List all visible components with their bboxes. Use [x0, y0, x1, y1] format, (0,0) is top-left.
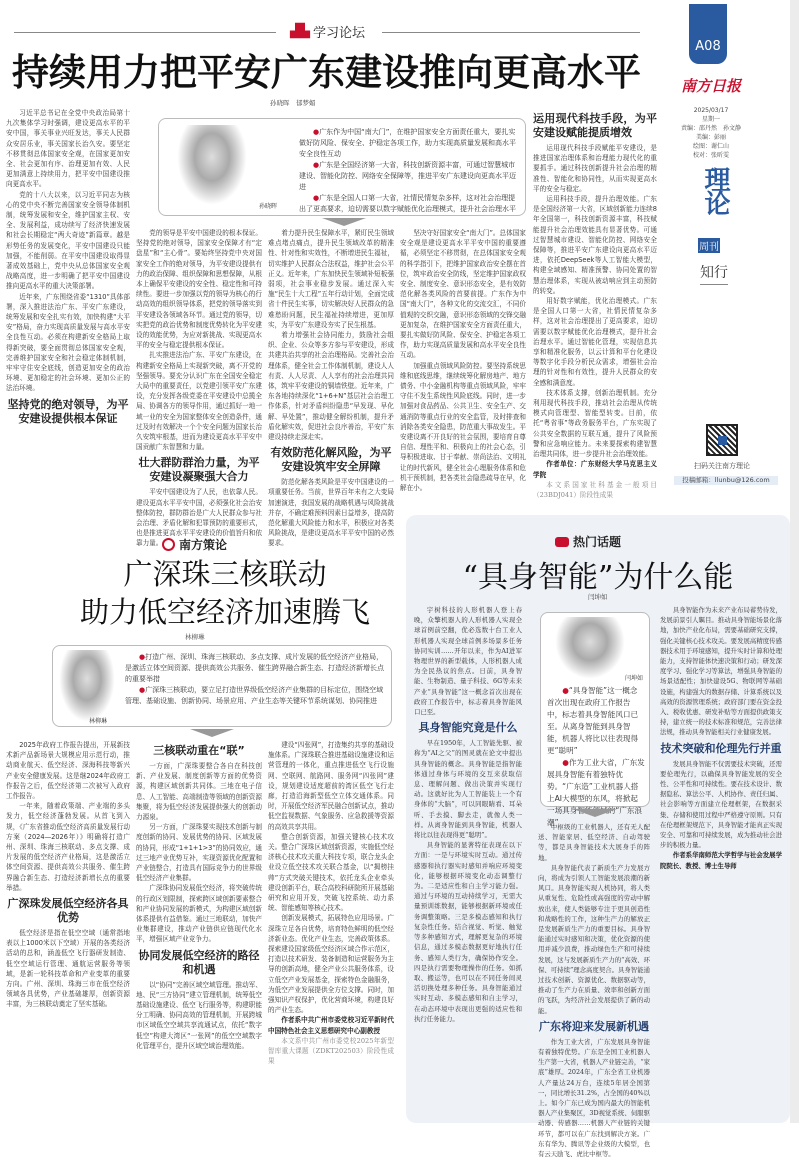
article1-col4 [400, 228, 526, 525]
section-label [290, 22, 365, 41]
paragraph: 技术体系支撑，创新治理机制。充分利用现代科技手段，推动社会治理从传统模式向管理型、智能型转变。目前，依托“粤省事”等政务服务平台，广东实现了公共安全数据的互联互通，提升了风险预警和应急响应能力。未来要探索构建智慧治理共同体，进一步提升社会治理效能。 [533, 388, 657, 459]
article1-col1 [6, 108, 130, 525]
author-portrait [177, 125, 247, 205]
paragraph: 具身智能作为未来产业布局蓄势待发，发展前景引人瞩目。推动具身智能场景化落地，加快产业化布局，需要基础研究支撑，强化关键核心技术攻关。要发展高精度传感器技术用于环境感知，提升实时计算和处理能力，支持智能体快速决策和行动；研发深度学习、强化学习等算法，增强具身智能的场景适配性；加快建设5G、物联网等基础设施，构建强大的数据存储、计算系统以及高效的资源管理系统；政府部门要在资金投入、税收优惠、研发补贴等方面提供政策支持，建立统一的技术标准和规范，完善法律法规，推动具身智能相关行业健康发展。 [660, 606, 782, 737]
paragraph: 广深珠协同发展低空经济，将突破传统的行政区划限制，探索跨区域创新要素整合和产业协同发展的新模式，为构建区域创新体系提供有益借鉴。通过三地联动，加快产业集群建设，推动产业链供应链现代化水平，增强区域产业竞争力。 [136, 884, 262, 944]
paragraph: 党的领导是平安中国建设的根本保证。坚持党的绝对领导，国家安全保障才有“定盘星”和“主心骨”。要始终坚持党中央对国家安全工作的绝对领导，为平安建设提供有力的政治保障、组织保障和思想保障，从根本上确保平安建设的安全性、稳定性和可持续性。要进一步加强以党的领导为核心的行动高效的组织领导体系，把党的领导落实到平安建设各领域各环节。通过党的领导，切实把党的政治优势和制度优势转化为平安建设的效能优势，为应对新挑战、实现更高水平的安全与稳定提供根本保证。 [136, 229, 262, 350]
subheading: 壮大群防群治力量，为平安建设凝聚强大合力 [138, 456, 260, 484]
article2-byline: 林柳琳 [185, 633, 205, 641]
page-number: A08 [695, 39, 721, 54]
down-arrow-icon [573, 809, 617, 817]
subheading: 有效防范化解风险，为平安建设筑牢安全屏障 [270, 446, 392, 474]
section-logo-icon [162, 538, 175, 551]
paragraph: 具身智能的显著特征表现在以下方面：一是与环境实时互动。通过传感器和执行器实时感知并响应环境变化，能够根据环境变化动态调整行为。二是适应性和自主学习能力强。通过与环境的互动持续学习，无需大量预训练数据，能够根据新环境或任务调整策略。三是多模态感知和执行复杂性任务。结合视觉、听觉、触觉等多种感知方式，理解更复杂的环境信息，通过多模态数据更好地执行任务、感知人类行为，确保协作安全。四是执行需要物理操作的任务。如抓取、搬运等，也可以在不同任务间灵活切换处理多种任务。具身智能通过实时互动、多模态感知和自主学习，在动态环境中表现出更强的适应性和执行任务能力。 [414, 841, 522, 1023]
article1-summary-box [158, 118, 526, 216]
paragraph: 运用现代科技手段赋能平安建设，是推进国家治理体系和治理能力现代化的重要抓手。通过科技创新提升社会治理的精准性、智能化和协同性，从而实现更高水平的安全与稳定。 [533, 144, 657, 193]
paragraph: 整合创新资源，加强关键核心技术攻关。整合广深珠区域创新资源，实施低空经济核心技术攻关重大科技专项，联合龙头企业设立低空技术攻关联合基金，以“揭榜挂帅”方式突破关键技术，依托龙头企业牵头建设创新平台，联合高校科研院所开展基础研究和应用开发，突破飞控系统、动力系统、智能感知等核心技术。 [268, 832, 394, 913]
author-portrait [555, 617, 625, 679]
article2-col3 [268, 740, 394, 1123]
summary-point: ●打造广州、深圳、珠海三核联动、多点支撑、成片发展的低空经济产业格局，是激活立体空间资源、提供高效公共服务、催生跨界融合新生态、打造经济新增长点的重要举措 [125, 653, 384, 683]
paragraph: 另一方面，广深珠要实现技术创新与制度创新的协同、发展优势的协同、区域发展的协同，形成“1+1+1>3”的协同效应，通过三地产业优势互补，实现资源优化配置和产业链整合，打造具有国际竞争力的世界级低空经济产业集群。 [136, 823, 262, 883]
section-name: 南方策论 [179, 538, 228, 552]
article2-title-line2: 助力低空经济加速腾飞 [79, 595, 370, 629]
weekly-name: 知行 [700, 262, 728, 285]
newspaper-logo: 南方日报 [680, 77, 741, 95]
funding-note: 本文系中共广州市委党校2025年新型智库重大课题（ZDKT202503）阶段性成果 [268, 1036, 394, 1066]
paragraph: 扎实推进法治广东、平安广东建设，在构建新安全格局上实现新突破，离不开党的坚强领导。要充分认识广东在全国安全稳定大局中的重要责任，以党建引领平安广东建设，充分发挥各级党委在平安建设中总揽全局、协调各方的领导作用，通过抓好一地一域一业的安全为国家整体安全创造条件，通过及时有效解决一个个安全问题为国家长治久安筑牢根基，进而为建设更高水平平安中国贡献广东智慧和力量。 [136, 351, 262, 452]
author-note: 作者单位：广东财经大学马克思主义学院 [533, 460, 657, 479]
summary-points [125, 652, 387, 707]
section-name: 热门话题 [573, 535, 622, 549]
summary-point: ●广东作为中国“南大门”，在维护国家安全方面责任重大，要扎实做好防风险、保安全、护稳定各项工作，助力实现高质量发展和高水平安全良性互动 [299, 128, 516, 158]
article3-col2 [538, 822, 650, 1159]
article3-col3 [660, 605, 782, 1117]
editor-credit: 责编：邵丹然 孙文静 [680, 125, 741, 132]
tag-weekly: 周刊 [698, 238, 720, 253]
subheading: 协同发展低空经济的路径和机遇 [138, 948, 260, 976]
paragraph: 防范化解各类风险是平安中国建设的一项重要任务。当前，世界百年未有之大变局加速演进，我国发展的战略机遇与风险挑战并存，不确定难预料因素日益增多，提高防范化解重大风险能力和水平，积极应对各类风险挑战，是建设更高水平平安中国的必然要求。 [268, 478, 394, 548]
paragraph: 坚决守好国家安全“南大门”。总体国家安全观是建设更高水平平安中国的重要遵循，必须坚定不移贯彻，在总体国家安全观的科学指引下，把维护国家政治安全摆在首位，筑牢政治安全防线，坚定维护国家政权安全、制度安全、意识形态安全，是有效防范化解各类风险的首要前提。广东作为中国“南大门”，各种文化的交流交汇，不同价值观的交织交融，意识形态领域的交锋交融更加复杂，在维护国家安全方面责任重大，要扎实做好防风险、保安全、护稳定各项工作，助力实现高质量发展和高水平安全良性互动。 [400, 229, 526, 360]
weekly-tags [698, 238, 720, 253]
author-note: 作者系中共广州市委党校习近平新时代中国特色社会主义思想研究中心副教授 [268, 1016, 394, 1035]
paragraph: 近年来，广东围绕省委“1310”具体部署，深入推进法治广东、平安广东建设，统筹发展和安全扎实有效，加快构建“大平安”格局，奋力实现高质量发展与高水平安全良性互动。必须在构建新安全格局上取得新突破，要全面贯彻总体国家安全观，完善维护国家安全和社会稳定体制机制，牢牢守住安全底线，创造更加安全的政治环境、更加稳定的社会环境、更加公正的法治环境。 [6, 292, 130, 393]
summary-point: ●“具身智能”这一概念首次出现在政府工作报告中，标志着具身智能风口已至。从离身智能到具身智能，机器人将比以往表现得更“聪明” [547, 686, 639, 755]
paragraph: 2025年政府工作报告提出，开展新技术新产品新场景大规模应用示范行动，推动商业航天、低空经济、深海科技等新兴产业安全健康发展。这是继2024年政府工作报告之后，低空经济第二次被写入政府工作报告。 [6, 741, 130, 801]
paragraph: 用好数字赋能，优化治理模式。广东是全国人口第一大省，社情民情复杂多样，这对社会治理提出了更高要求，迫切需要以数字赋能优化治理模式，提升社会治理水平。通过智能化管理，实现信息共享和精准化服务，以云计算和平台化建设等数字化手段分析民众需求，增强社会治理的针对性和有效性，提升人民群众的安全感和满意度。 [533, 297, 657, 387]
chat-bubble-icon [555, 537, 569, 547]
paragraph: 早在1950年，人工智能先驱、被称为“AI之父”的图灵就在论文中提出具身智能的概念。具身智能是指智能体通过身体与环境的交互来获取信息、理解问题、做出决策并实现行动。这就好比为人工智能装上一个有身体的“大脑”，可以同眼睛看、耳朵听、手去摸、脚去走，就像人类一样。从离身智能到具身智能，机器人将比以往表现得更“聪明”。 [414, 739, 522, 840]
paragraph: 平安中国建设为了人民，也依靠人民。建设更高水平平安中国，必须强化社会治安整体防控，群防群治是广大人民群众参与社会治理、矛盾化解和犯罪预防的重要形式，也是推进更高水平平安建设的价值旨归和依靠力量。 [136, 488, 262, 548]
summary-points [299, 127, 521, 215]
subheading: 广深珠发展低空经济各具优势 [7, 897, 129, 925]
paragraph: 一方面，广深珠要整合各自在科技创新、产业发展、制度创新等方面的优势资源，构建区域创新共同体。三地在电子信息、人工智能、高端制造等领域的创新资源集聚，将为低空经济发展提供强大的创新动力源泉。 [136, 762, 262, 822]
issue-info [672, 106, 750, 160]
subheading: 三核联动重在“联” [153, 744, 245, 757]
paragraph: 宇树科技的人形机器人登上春晚，众擎机器人的人形机器人实现全球首例前空翻，优必选数十台工业人形机器人实现全球首例多场景多任务协同实训……开年以来，作为AI进军物理世界的新型载体，人形机器人成为全民热议的焦点。日前，具身智能、生物制造、量子科技、6G等未来产业“具身智能”这一概念首次出现在政府工作报告中，标志着具身智能风口已至。 [414, 606, 522, 717]
issue-date: 2025/03/17 [693, 107, 729, 114]
article2-col1 [6, 740, 130, 1123]
article3-section [555, 533, 621, 550]
proof-credit: 校对：张昕雯 [692, 152, 729, 159]
paragraph: 具身智能代表了新质生产力发展方向，将成为引领人工智能发展浪潮的新风口。具身智能实现人机协同，将人类从重复性、危险性或高强度的劳动中解放出来，使人类能够专注于更具创造性和战略性的工作，这种生产力的解放正是发展新质生产力的重要目标。具身智能通过实时感知和决策，优化资源的使用并减少浪费，推动绿色生产和可持续发展，这与发展新质生产力的“高效、环保、可持续”理念高度契合。具身智能通过技术创新、资源优化、数据驱动等，推动了生产力在质量、效率和创新方面的飞跃，为经济社会发展提供了新的动能。 [538, 863, 650, 1015]
author-portrait [59, 650, 115, 722]
paragraph: 习近平总书记在全党中央政治局第十九次集体学习时强调，建设更高水平的平安中国，事关事业兴旺发达，事关人民群众安居乐业，事关国家长治久安。要坚定不移贯彻总体国家安全观，在国家更加安全、社会更加有序、治理更加有效、人民更加满意上持续用力，把平安中国建设推向更高水平。 [6, 109, 130, 189]
paragraph: 运用科技手段，提升治理效能。广东是全国经济第一大省，区域创新能力连续8年全国第一，科技创新资源丰富，科技赋能提升社会治理效能具有显著优势。可通过智慧城市建设、智能化防控、网络安全保障等，推进平安广东建设向更高水平迈进，依托DeepSeek等人工智能大模型，构建全域感知、精准预警、协同处置的智慧治理体系，实现从被动响应到主动预防的转变。 [533, 195, 657, 295]
summary-point: ●广深珠三核联动，要立足打造世界级低空经济产业集群的目标定位，围绕空域管理、基础设施、创新协同、场景应用、产业生态等关键环节系统谋划、协同推进 [125, 686, 384, 705]
paragraph: 着力增强社会协同能力，鼓励社会组织、企业、公众等多方参与平安建设，形成共建共治共享的社会治理格局。完善社会治理体系，健全社会工作体制机制，建设人人有责、人人尽责、人人享有的社会治理共同体，筑牢平安建设的铜墙铁壁。近年来，广东各地持续深化“1+6+N”基层社会治理工作体系，针对矛盾纠纷隐患“早发现、早化解、早处置”，推动健全解纷机制，提升矛盾化解实效，促进社会良序善治，平安广东建设持续走深走实。 [268, 331, 394, 442]
paragraph: 建设“四张网”，打造集约共享的基础设施体系。广深珠联合推进基础设施建设和运营管理的一体化，重点推进低空飞行设施网、空联网、航路网、服务网“四张网”建设，规划建设适度超前的湾区低空飞行走廊，打造沿海新型低空立体交通体系。同时，开展低空经济军民融合创新试点，推动低空监视数据、气象服务、应急救援等资源的高效共享共用。 [268, 741, 394, 831]
qr-code[interactable] [706, 424, 738, 456]
summary-point: ●作为工业大省，广东发展具身智能有着独特优势。“广东造”工业机器人搭上AI大模型的东风，将掀起一场具身智能领域的“广东浪潮” [547, 758, 645, 827]
summary-points [547, 685, 645, 829]
paragraph: 中枢级的工业机器人，还有无人配送、智能家居、低空经济、自动驾驶等，都是具身智能技术大展身手的阵地。 [538, 823, 650, 862]
paragraph: 加强重点领域风险防控。要坚持系统思维和底线思维，继续统筹化解房地产、地方债务、中小金融机构等重点领域风险，牢牢守住不发生系统性风险底线。同时，进一步加强对食品药品、公共卫生、安全生产、交通消防等重点行业的安全监管，及时排查和消除各类安全隐患，防范重大事故发生。平安建设离不开良好的社会氛围，要培育自尊自信、理性平和、积极向上的社会心态，引导积极进取、甘于奉献、崇尚法治、文明礼让的时代新风，健全社会心理服务体系和危机干预机制，把各类社会隐患疏导在早，化解在小。 [400, 361, 526, 493]
submission-email[interactable]: 投稿邮箱：llunbu@126.com [674, 476, 778, 485]
down-arrow-icon [322, 218, 366, 226]
article3-summary-box [540, 612, 650, 827]
qr-caption: 扫码关注南方理论 [694, 462, 750, 470]
subheading: 具身智能究竟是什么 [418, 721, 518, 735]
paragraph: 以“协同”完善区域空域管理。推动军、地、民“三方协同”建立管理机制，统筹低空基础设施建设、低空飞行服务等，构建职能分工明确、协同高效的管理机制，开展跨城市区域低空空域共享流通试点，依托“数字低空”构建大湾区“一张网”的低空空域数字化管理平台，提升区域空域治理效能。 [136, 980, 262, 1050]
article1-col3 [268, 228, 394, 548]
page-number-tab [689, 4, 727, 64]
page-title: 持续用力把平安广东建设推向更高水平 [12, 50, 641, 94]
art-credit: 美编：彭丽 [695, 134, 726, 141]
paragraph: 一年来，随着政策端、产业端的多头发力，低空经济蓬勃发展。从首飞到入规，《广东省推动低空经济高质量发展行动方案（2024—2026年）》明确将打造广州、深圳、珠海三核联动、多点支撑、成片发展的低空经济产业格局，这是激活立体空间资源、提供高效公共服务、催生跨界融合新生态、打造经济新增长点的重要举措。 [6, 802, 130, 892]
article3-col1 [414, 605, 522, 1117]
header-rule-left [14, 32, 276, 33]
paragraph: 低空经济是指在低空空域（通常指地表以上1000米以下空域）开展的各类经济活动的总和，涵盖低空飞行器研发制造、低空空域运行管理、通航运营服务等领域，是新一轮科技革命和产业变革的重要方向。广州、深圳、珠海三市在低空经济领域各具优势，产业基础雄厚，创新资源丰富，为三核联动奠定了坚实基础。 [6, 929, 130, 1009]
summary-point: ●广东是全国人口第一大省，社情民情复杂多样，这对社会治理提出了更高要求，迫切需要以数字赋能优化治理模式，提升社会治理水平 [299, 194, 516, 213]
paragraph: 发展具身智能不仅需要技术突破，还需要伦理先行，以确保具身智能发展的安全性、公平性和可持续性。要在技术设计、数据隐私、算法公平、人机协作、责任归属、社会影响等方面建立伦理框架，在数据采集、存储和使用过程中严格遵守原则。只有在伦理框架规范下，具身智能才能真正实现安全、可靠和可持续发展，成为推动社会进步的积极力量。 [660, 759, 782, 850]
image-credit: 绘图：谢仁山 [692, 143, 729, 150]
paragraph: 着力提升民生保障水平，紧盯民生领域难点堵点痛点，提升民生领域改革的精准性、针对性和实效性，不断增进民生福祉，切实维护人民群众合法权益，维护社会公平正义。近年来，广东加快民生领域补短板强弱项，社会事业稳步发展。通过深入实施“民生十大工程”五年行动计划，全面完成省十件民生实事，切实解决好人民群众的急难愁盼问题，民生福祉持续增进，更加厚实，为平安广东建设夯实了民生根基。 [268, 229, 394, 329]
article3-title: “具身智能”为什么能 [462, 560, 734, 595]
paragraph: 党的十八大以来，以习近平同志为核心的党中央不断完善国家安全领导体制机制，统筹发展和安全，维护国家主权、安全、发展利益，成功续写了经济快速发展和社会长期稳定“两大奇迹”新篇章。越是形势任务的发展变化，平安中国建设只能加强，不能削弱。在平安中国建设取得显著成效基础上，党中央从总体国家安全观战略高度，进一步明确了把平安中国建设推向更高水平的重大决策部署。 [6, 190, 130, 291]
page-edge [790, 0, 799, 1123]
summary-point: ●广东是全国经济第一大省，科技创新资源丰富，可通过智慧城市建设、智能化防控、网络安全保障等，推进平安广东建设向更高水平迈进 [299, 161, 516, 191]
section-name: 学习论坛 [313, 26, 366, 41]
issue-weekday: 星期一 [701, 116, 720, 123]
portrait-caption: 闫坤如 [625, 675, 644, 682]
article2-summary-box [52, 645, 392, 727]
subheading: 坚持党的绝对领导，为平安建设提供根本保证 [7, 397, 129, 425]
article2-title-line1: 广深珠三核联动 [123, 557, 327, 591]
funding-note: 本文系国家社科基金一般项目（23BDJ041）阶段性成果 [533, 480, 657, 499]
article2-col2 [136, 740, 262, 1123]
paragraph: 创新发展模式，拓展特色应用场景。广深珠立足各自优势，培育特色鲜明的低空经济新业态。优化产业生态，完善政策体系。探索建设国家级低空经济区域合作示范区，打造以技术研发、装备制造和运营服务为主导的创新高地，健全产业公共服务体系，设立低空产业发展基金，探索特色金融服务，为低空产业发展提供全方位支撑。同时，加强知识产权保护，优化营商环境，构建良好的产业生态。 [268, 914, 394, 1015]
article3-byline: 闫坤如 [588, 593, 608, 601]
article2-section [162, 536, 227, 553]
article1-col5 [533, 108, 657, 525]
down-arrow-icon [190, 729, 234, 737]
subheading: 广东将迎来发展新机遇 [539, 1019, 649, 1033]
portrait-caption: 孙晓晖 [259, 203, 278, 210]
paragraph: 作为工业大省，广东发展具身智能有着独特优势。广东是全国工业机器人生产第一大省，机器人产业链完善，“家底”雄厚。2024年，广东全省工业机器人产量达24万台，连续5年居全国第一，同比增长31.2%，占全国的40%以上。如今广东已成为国内最大的智能机器人产业集聚区，3D视觉系统、伺服驱动器、传感器……机器人产业链的关键环节，都可以在广东找到解决方案。广东有华为、腾讯等企业级的大模型，也有云天励飞、虎比中枢等。 [538, 1037, 650, 1159]
portrait-caption: 林柳琳 [89, 718, 108, 725]
article1-byline: 孙晓晖 郁梦媚 [270, 99, 316, 107]
header-rule-right [382, 32, 640, 33]
weekly-logo: 理论 [700, 166, 730, 214]
section-logo-icon: ▟▙ [290, 24, 310, 39]
subheading: 运用现代科技手段，为平安建设赋能提质增效 [533, 112, 657, 139]
subheading: 技术突破和伦理先行并重 [660, 741, 782, 755]
author-note: 作者系华南师范大学哲学与社会发展学院院长、教授、博士生导师 [660, 851, 782, 870]
